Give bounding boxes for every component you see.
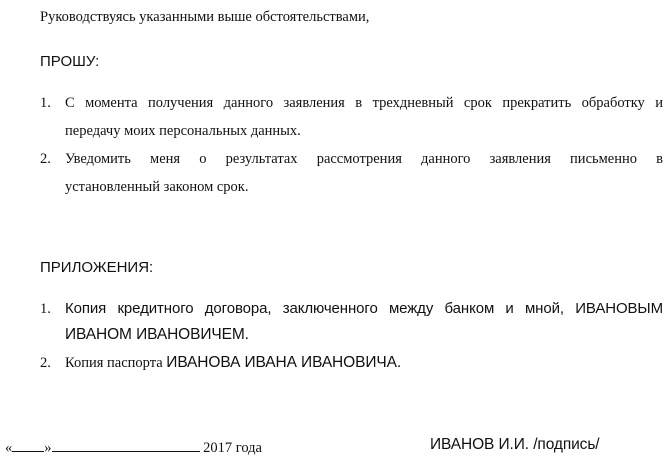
attachment-number: 1. — [40, 301, 51, 317]
request-text-line: передачу моих персональных данных. — [65, 123, 301, 139]
date-open-quote: « — [5, 440, 13, 456]
date-close-quote: » — [44, 440, 52, 456]
attachment-number: 2. — [40, 355, 51, 371]
year-text: 2017 года — [203, 440, 262, 456]
attachment-prefix: Копия паспорта — [65, 355, 167, 371]
request-text-line: установленный законом срок. — [65, 179, 249, 195]
attachment-text-line — [65, 354, 401, 372]
request-number: 1. — [40, 95, 51, 111]
attachment-text-line: ИВАНОМ ИВАНОВИЧЕМ. — [65, 326, 249, 343]
month-blank — [52, 437, 200, 452]
request-text-line: С момента получения данного заявления в трехдневный срок прекратить обработку и — [65, 95, 663, 111]
intro-text: Руководствуясь указанными выше обстоятельствами, — [40, 9, 370, 25]
request-text-line: Уведомить меня о результатах рассмотрения данного заявления письменно в — [65, 151, 663, 167]
day-blank — [12, 437, 44, 452]
request-heading: ПРОШУ: — [40, 53, 100, 70]
request-number: 2. — [40, 151, 51, 167]
signer-text: ИВАНОВ И.И. /подпись/ — [430, 436, 600, 453]
attachments-heading: ПРИЛОЖЕНИЯ: — [40, 259, 154, 276]
attachment-name: ИВАНОВА ИВАНА ИВАНОВИЧА. — [166, 354, 402, 371]
date-line — [5, 437, 262, 457]
attachment-text-line: Копия кредитного договора, заключенного между банком и мной, ИВАНОВЫМ — [65, 300, 663, 317]
